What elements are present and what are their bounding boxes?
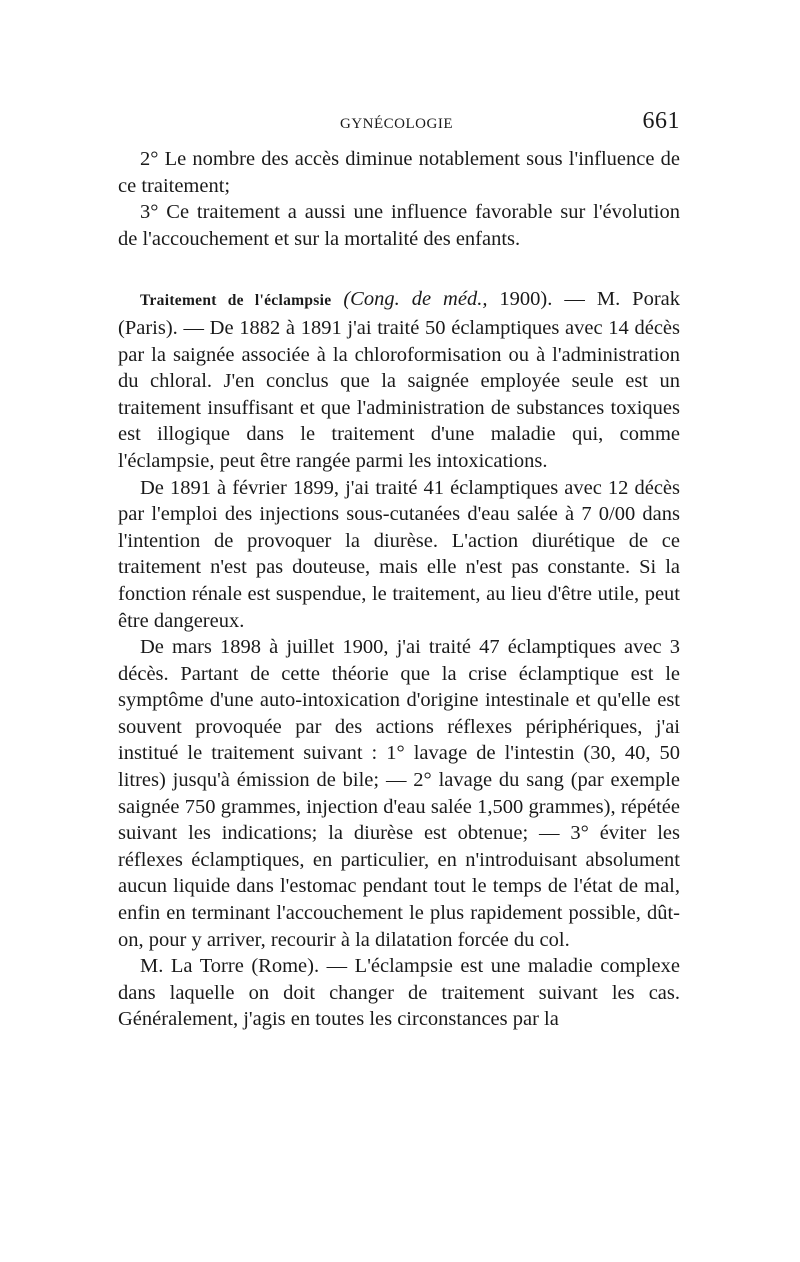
paragraph-porak-intro [118, 286, 680, 474]
paragraph-1898-1900: De mars 1898 à juillet 1900, j'ai traité 47 éclamptiques avec 3 décès. Partant de cette théorie que la crise éclamptique est le symptôme d'une auto-intoxication d'origine intestinale et qu'elle est souvent provoquée par des actions réflexes périphériques, j'ai institué le traitement suivant : 1° lavage de l'intestin (30, 40, 50 litres) jusqu'à émission de bile; — 2° lavage du sang (par exemple saignée 750 grammes, injection d'eau salée 1,500 grammes), répétée suivant les indications; la diurèse est obtenue; — 3° éviter les réflexes éclamptiques, en particulier, en n'introduisant absolument aucun liquide dans l'estomac pendant tout le temps de l'état de mal, enfin en terminant l'accouchement le plus rapidement possible, dût-on, pour y arriver, recourir à la dilatation forcée du col. [118, 636, 680, 951]
section-heading: Traitement de l'éclampsie [140, 292, 332, 310]
citation: (Cong. de méd., [343, 288, 488, 311]
paragraph-body: 1900). — M. Porak (Paris). — De 1882 à 1891 j'ai traité 50 éclamptiques avec 14 décès par la saignée associée à la chloroformisation ou à l'administration du chloral. J'en conclus que la saignée employée seule est un traitement insuffisant et que l'administration de substances toxiques est illogique dans le traitement d'une maladie qui, comme l'éclampsie, peut être rangée parmi les intoxications. [118, 288, 680, 472]
page-number: 661 [642, 108, 680, 134]
section-gap [118, 252, 680, 286]
running-header [118, 108, 680, 146]
paragraph-item-3: 3° Ce traitement a aussi une influence favorable sur l'évolution de l'accouchement et sur la mortalité des enfants. [118, 201, 680, 250]
page [118, 108, 680, 1033]
paragraph-item-2: 2° Le nombre des accès diminue notablement sous l'influence de ce traitement; [118, 148, 680, 197]
running-title: GYNÉCOLOGIE [340, 116, 453, 132]
paragraph-la-torre: M. La Torre (Rome). — L'éclampsie est une maladie complexe dans laquelle on doit changer de traitement suivant les cas. Généralement, j'agis en toutes les circonstances par la [118, 955, 680, 1031]
paragraph-1891-1899: De 1891 à février 1899, j'ai traité 41 éclamptiques avec 12 décès par l'emploi des injections sous-cutanées d'eau salée à 7 0/00 dans l'intention de provoquer la diurèse. L'action diurétique de ce traitement n'est pas douteuse, mais elle n'est pas constante. Si la fonction rénale est suspendue, le traitement, au lieu d'être utile, peut être dangereux. [118, 476, 680, 632]
